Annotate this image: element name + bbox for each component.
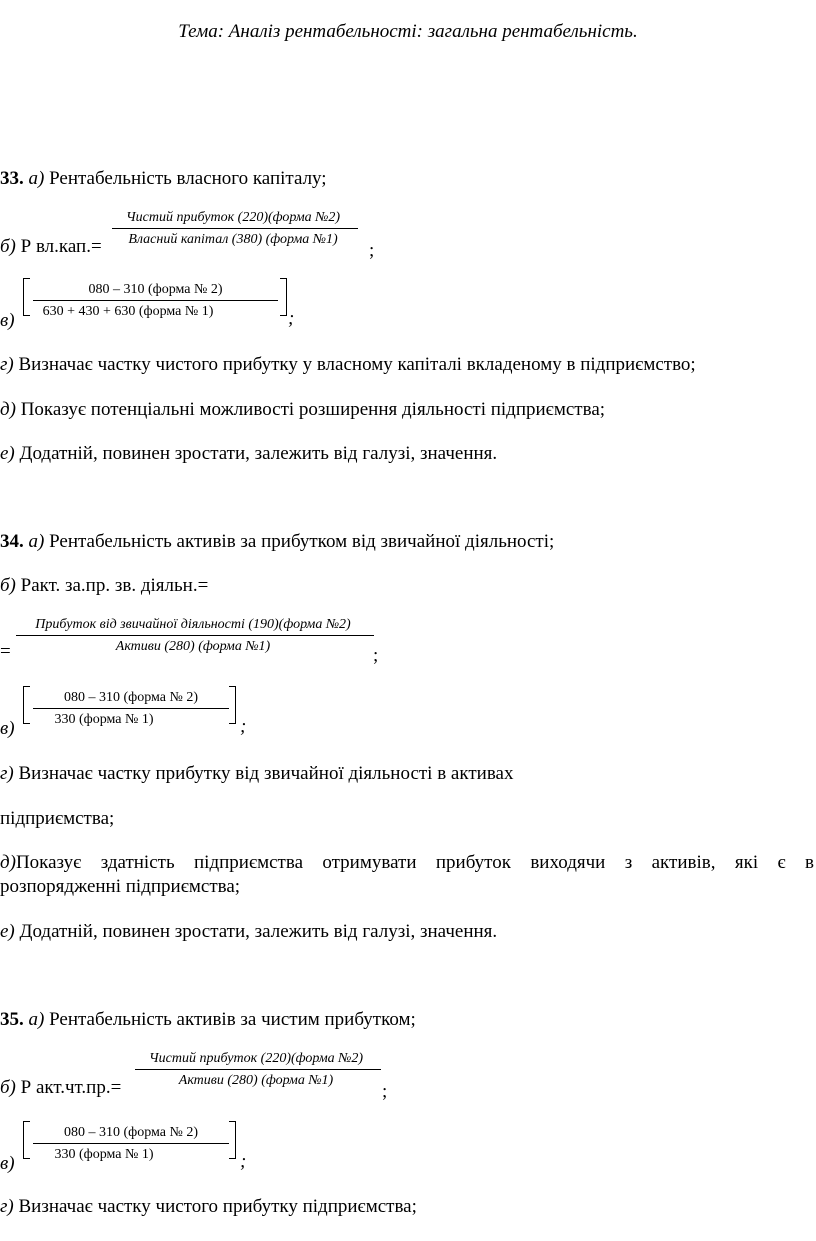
item-33-e	[0, 443, 497, 465]
item-34-a-text: Рентабельність активів за прибутком від звичайної діяльності;	[44, 531, 555, 552]
fraction-numerator: 080 – 310 (форма № 2)	[88, 282, 223, 297]
label-g: г)	[0, 354, 14, 375]
item-33-a	[0, 168, 327, 190]
formula-34-v-fraction	[33, 690, 229, 730]
item-34-b	[0, 575, 208, 597]
item-35-g-text: Визначає частку чистого прибутку підприємства;	[13, 1196, 417, 1217]
label-b: б)	[0, 1077, 16, 1098]
bracket-right	[229, 686, 236, 724]
fraction-denominator: 630 + 430 + 630 (форма № 1)	[42, 304, 214, 319]
item-34-d-text: Показує здатність підприємства отримувати прибуток виходячи з активів, які є в	[15, 852, 814, 873]
fraction-numerator: 080 – 310 (форма № 2)	[63, 690, 199, 705]
item-33-d-text: Показує потенціальні можливості розширення діяльності підприємства;	[15, 399, 606, 420]
fraction-denominator: Власний капітал (380) (форма №1)	[128, 232, 338, 247]
fraction-numerator: Прибуток від звичайної діяльності (190)(форма №2)	[35, 617, 351, 632]
item-34-a	[0, 531, 554, 553]
label-a: а)	[28, 531, 45, 552]
semicolon: ;	[382, 1081, 388, 1102]
item-34-e	[0, 921, 497, 943]
item-34-d	[0, 852, 816, 874]
item-35-g	[0, 1196, 417, 1218]
semicolon: ;	[288, 308, 295, 329]
semicolon: ;	[369, 240, 375, 261]
bracket-left	[23, 686, 30, 724]
label-d: д)	[0, 852, 16, 873]
item-33-a-text: Рентабельність власного капіталу;	[44, 168, 327, 189]
item-35-b	[0, 1077, 121, 1099]
label-v: в)	[0, 310, 15, 331]
fraction-numerator: Чистий прибуток (220)(форма №2)	[125, 210, 341, 225]
label-v: в)	[0, 718, 15, 739]
fraction-denominator: 330 (форма № 1)	[54, 712, 154, 727]
fraction-denominator: Активи (280) (форма №1)	[178, 1073, 334, 1088]
formula-33-v-fraction	[33, 282, 278, 322]
fraction-denominator: 330 (форма № 1)	[54, 1147, 154, 1162]
item-33-b-text: Р вл.кап.=	[15, 236, 102, 257]
equals-sign: =	[0, 641, 11, 662]
fraction-bar	[33, 300, 278, 301]
item-33-g-text: Визначає частку чистого прибутку у власному капіталі вкладеному в підприємство;	[13, 354, 696, 375]
label-b: б)	[0, 575, 16, 596]
item-35-a	[0, 1009, 416, 1031]
item-34-g-cont: підприємства;	[0, 808, 115, 829]
label-d: д)	[0, 399, 16, 420]
label-v: в)	[0, 1153, 15, 1174]
label-e: е)	[0, 443, 15, 464]
label-a: а)	[28, 1009, 45, 1030]
fraction-numerator: 080 – 310 (форма № 2)	[63, 1125, 199, 1140]
item-34-g	[0, 763, 513, 785]
label-g: г)	[0, 1196, 14, 1217]
semicolon: ;	[373, 645, 379, 666]
label-e: е)	[0, 921, 15, 942]
label-b: б)	[0, 236, 16, 257]
item-34-b-text: Ракт. за.пр. зв. діяльн.=	[15, 575, 209, 596]
formula-34-fraction	[12, 617, 374, 657]
bracket-right	[229, 1121, 236, 1159]
fraction-bar	[135, 1069, 381, 1070]
label-a: а)	[28, 168, 45, 189]
item-34-e-text: Додатній, повинен зростати, залежить від галузі, значення.	[14, 921, 498, 942]
fraction-bar	[33, 708, 229, 709]
item-35-b-text: Р акт.чт.пр.=	[15, 1077, 122, 1098]
formula-33-fraction	[108, 210, 358, 250]
fraction-bar	[16, 635, 374, 636]
item-33-e-text: Додатній, повинен зростати, залежить від галузі, значення.	[14, 443, 498, 464]
page-title: Тема: Аналіз рентабельності: загальна рентабельність.	[178, 21, 638, 42]
semicolon: ;	[240, 716, 247, 737]
fraction-bar	[112, 228, 358, 229]
bracket-right	[280, 278, 287, 316]
semicolon: ;	[240, 1151, 247, 1172]
fraction-numerator: Чистий прибуток (220)(форма №2)	[148, 1051, 364, 1066]
item-number: 33.	[0, 168, 24, 189]
item-33-g	[0, 354, 696, 376]
fraction-denominator: Активи (280) (форма №1)	[115, 639, 271, 654]
item-34-d-cont: розпорядженні підприємства;	[0, 876, 241, 897]
fraction-bar	[33, 1143, 229, 1144]
item-34-g-text: Визначає частку прибутку від звичайної діяльності в активах	[13, 763, 514, 784]
item-number: 34.	[0, 531, 24, 552]
item-35-a-text: Рентабельність активів за чистим прибутком;	[44, 1009, 416, 1030]
label-g: г)	[0, 763, 14, 784]
bracket-left	[23, 278, 30, 316]
item-33-d	[0, 399, 605, 421]
formula-35-v-fraction	[33, 1125, 229, 1165]
formula-35-fraction	[131, 1051, 381, 1091]
item-number: 35.	[0, 1009, 24, 1030]
item-33-b	[0, 236, 102, 258]
bracket-left	[23, 1121, 30, 1159]
justified-line	[0, 852, 814, 874]
